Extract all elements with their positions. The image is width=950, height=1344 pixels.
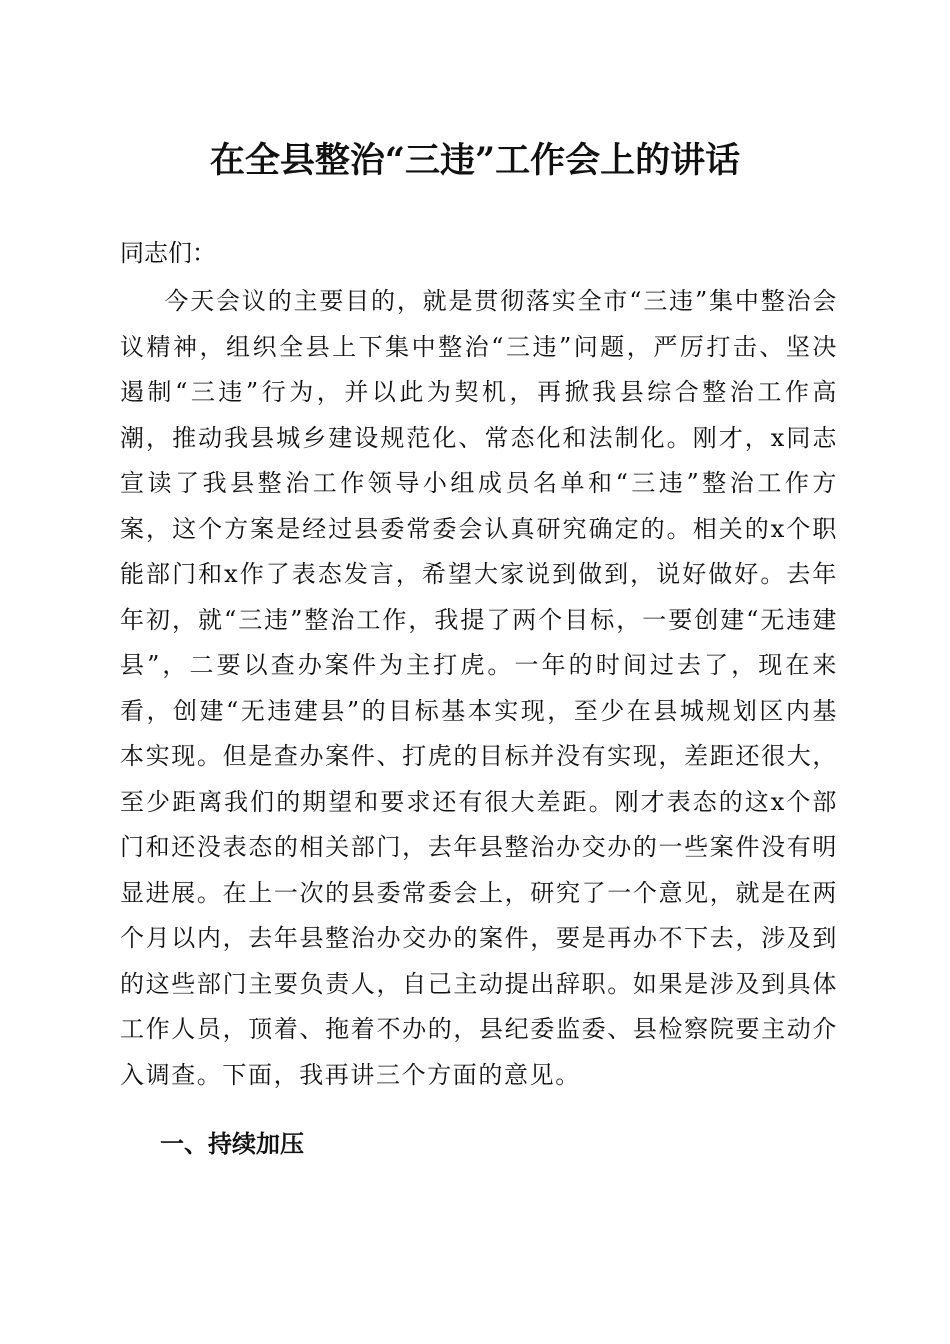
salutation: 同志们： bbox=[120, 239, 216, 267]
document-title: 在全县整治“三违”工作会上的讲话 bbox=[209, 140, 741, 181]
section-heading: 一、持续加压 bbox=[160, 1130, 304, 1158]
body-paragraph: 今天会议的主要目的，就是贯彻落实全市“三违”集中整治会议精神，组织全县上下集中整治“三违”问题，严厉打击、坚决遏制“三违”行为，并以此为契机，再掀我县综合整治工作高潮，推动我县城乡建设规范化、常态化和法制化。刚才，x同志宣读了我县整治工作领导小组成员名单和“三违”整治工作方案，这个方案是经过县委常委会认真研究确定的。相关的x个职能部门和x作了表态发言，希望大家说到做到，说好做好。去年年初，就“三违”整治工作，我提了两个目标，一要创建“无违建县”，二要以查办案件为主打虎。一年的时间过去了，现在来看，创建“无违建县”的目标基本实现，至少在县城规划区内基本实现。但是查办案件、打虎的目标并没有实现，差距还很大，至少距离我们的期望和要求还有很大差距。刚才表态的这x个部门和还没表态的相关部门，去年县整治办交办的一些案件没有明显进展。在上一次的县委常委会上，研究了一个意见，就是在两个月以内，去年县整治办交办的案件，要是再办不下去，涉及到的这些部门主要负责人，自己主动提出辞职。如果是涉及到具体工作人员，顶着、拖着不办的，县纪委监委、县检察院要主动介入调查。下面，我再讲三个方面的意见。 bbox=[120, 287, 838, 1089]
